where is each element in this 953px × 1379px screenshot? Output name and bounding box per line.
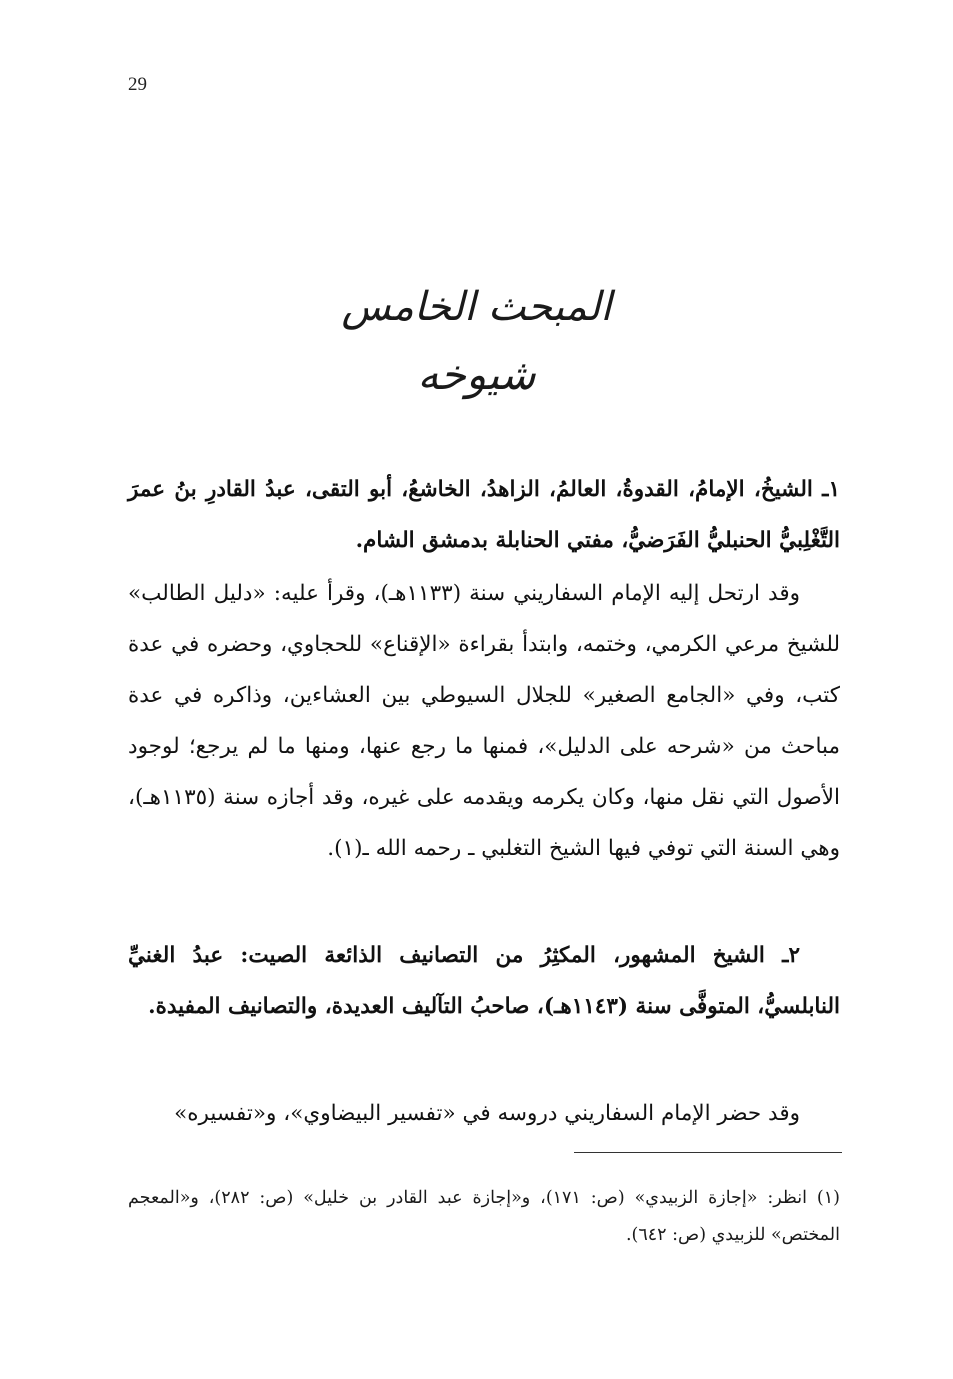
footnote: (١) انظر: «إجازة الزبيدي» (ص: ١٧١)، و«إجازة عبد القادر بن خليل» (ص: ٢٨٢)، و«المعجم المختص» للزبيدي (ص: ٦٤٢). xyxy=(128,1188,840,1245)
paragraph-sheikh-2-details: وقد حضر الإمام السفاريني دروسه في «تفسير البيضاوي»، و«تفسيره» xyxy=(174,1101,800,1126)
section-title: المبحث الخامس xyxy=(341,284,612,330)
paragraph-sheikh-1-details: وقد ارتحل إليه الإمام السفاريني سنة (١١٣٣هـ)، وقرأ عليه: «دليل الطالب» للشيخ مرعي الكرمي، وختمه، وابتدأ بقراءة «الإقناع» للحجاوي، وحضره في عدة كتب، وفي «الجامع الصغير» للجلال السيوطي بين العشاءين، وذاكره في عدة مباحث من «شرحه على الدليل»، فمنها ما رجع عنها، ومنها ما لم يرجع؛ لوجود الأصول التي نقل منها، وكان يكرمه ويقدمه على غيره، وقد أجازه سنة (١١٣٥هـ)، وهي السنة التي توفي فيها الشيخ التغلبي ـ رحمه الله ـ(١). xyxy=(128,581,840,861)
page-number: 29 xyxy=(128,74,147,95)
section-subtitle: شيوخه xyxy=(417,350,536,399)
footnote-divider xyxy=(574,1152,842,1153)
paragraph-sheikh-1: ١ـ الشيخُ، الإمامُ، القدوةُ، العالمُ، الزاهدُ، الخاشعُ، أبو التقى، عبدُ القادرِ بنُ عمرَ التَّغْلِبيُّ الحنبليُّ الفَرَضيُّ، مفتي الحنابلة بدمشق الشام. xyxy=(128,477,840,553)
paragraph-sheikh-2: ٢ـ الشيخ المشهور، المكثِرُ من التصانيف الذائعة الصيت: عبدُ الغنيِّ النابلسيُّ، المتوفَّى سنة (١١٤٣هـ)، صاحبُ التآليف العديدة، والتصانيف المفيدة. xyxy=(128,943,840,1019)
